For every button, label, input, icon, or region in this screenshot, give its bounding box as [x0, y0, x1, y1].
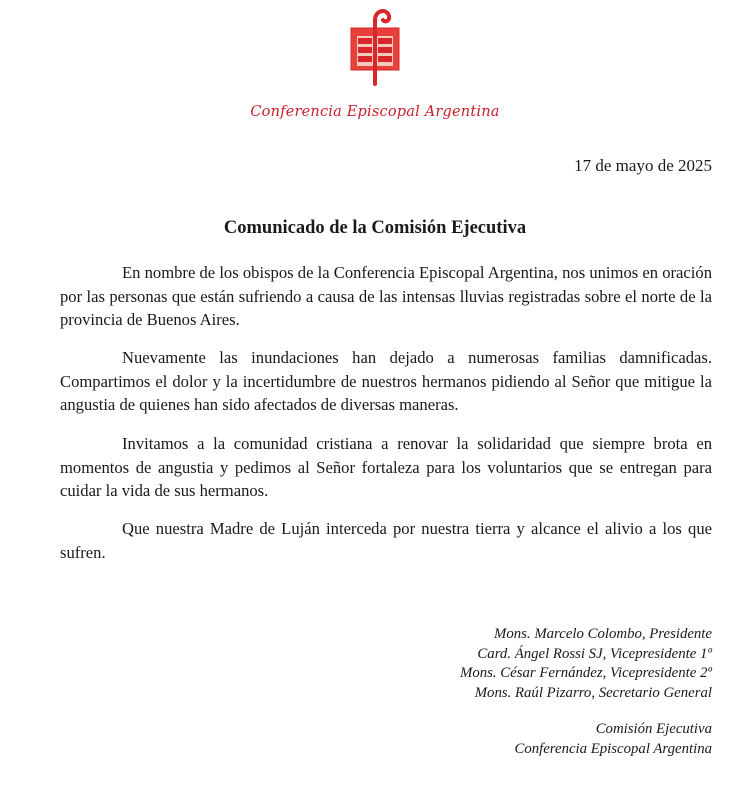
paragraph-4 [60, 517, 712, 564]
signature-footer [514, 720, 712, 759]
paragraph-text: Invitamos a la comunidad cristiana a renovar la solidaridad que siempre brota en momentos de angustia y pedimos al Señor fortaleza para los voluntarios que se entregan para cuidar la vida de sus hermanos. [60, 434, 712, 500]
footer-commission: Comisión Ejecutiva [595, 721, 712, 737]
paragraph-text: Que nuestra Madre de Luján interceda por nuestra tierra y alcance el alivio a los que sufren. [60, 519, 712, 562]
paragraph-2 [60, 346, 712, 417]
paragraph-text: En nombre de los obispos de la Conferencia Episcopal Argentina, nos unimos en oración por las personas que están sufriendo a causa de las intensas lluvias registradas sobre el norte de la provincia de Buenos Aires. [60, 263, 712, 329]
footer-organization: Conferencia Episcopal Argentina [514, 740, 712, 757]
crozier-shield-logo-icon [343, 6, 407, 86]
signatory-secretary: Mons. Raúl Pizarro, Secretario General [474, 684, 712, 701]
document-date: 17 de mayo de 2025 [574, 156, 712, 175]
paragraph-text: Nuevamente las inundaciones han dejado a numerosas familias damnificadas. Compartimos el dolor y la incertidumbre de nuestros hermanos pidiendo al Señor que mitigue la angustia de quienes han sido afectados de diversas maneras. [60, 348, 712, 414]
signatories-block [460, 625, 712, 703]
signatory-vicepresident-1: Card. Ángel Rossi SJ, Vicepresidente 1º [477, 645, 712, 662]
signatory-vicepresident-2: Mons. César Fernández, Vicepresidente 2º [460, 665, 712, 681]
signatory-president: Mons. Marcelo Colombo, Presidente [494, 626, 712, 642]
document-title: Comunicado de la Comisión Ejecutiva [223, 218, 527, 238]
organization-name-script: Conferencia Episcopal Argentina [250, 104, 500, 120]
paragraph-1 [60, 261, 712, 332]
paragraph-3 [60, 432, 712, 503]
